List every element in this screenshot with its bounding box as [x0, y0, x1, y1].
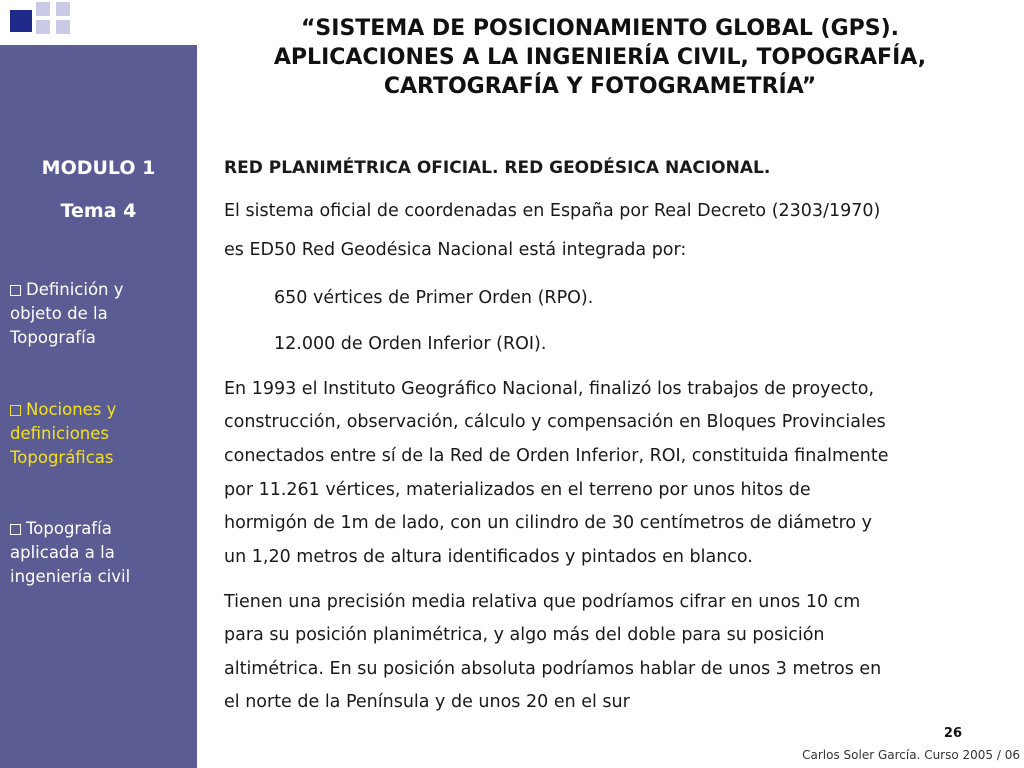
topic-label: Tema 4 — [60, 200, 137, 222]
paragraph-line: Tienen una precisión media relativa que podríamos cifrar en unos 10 cm — [224, 592, 861, 612]
sidebar-item-label: Definición y — [26, 280, 124, 299]
paragraph-line: el norte de la Península y de unos 20 en el sur — [224, 692, 630, 712]
sidebar-item-label: Topográficas — [10, 448, 114, 467]
paragraph-line: un 1,20 metros de altura identificados y pintados en blanco. — [224, 547, 753, 567]
slide-title — [200, 14, 1000, 101]
module-label: MODULO 1 — [41, 157, 156, 179]
paragraph-line: En 1993 el Instituto Geográfico Nacional, finalizó los trabajos de proyecto, — [224, 379, 875, 399]
sidebar-item-definicion[interactable] — [10, 278, 190, 350]
deco-square-light — [56, 2, 70, 16]
sidebar-item-label: aplicada a la — [10, 543, 115, 562]
paragraph-line: El sistema oficial de coordenadas en España por Real Decreto (2303/1970) — [224, 201, 881, 221]
section-heading: RED PLANIMÉTRICA OFICIAL. RED GEODÉSICA NACIONAL. — [224, 158, 771, 178]
paragraph-line: para su posición planimétrica, y algo más del doble para su posición — [224, 625, 825, 645]
title-line: “SISTEMA DE POSICIONAMIENTO GLOBAL (GPS). — [300, 16, 900, 41]
sidebar-item-topografia-aplicada[interactable] — [10, 517, 190, 589]
footer-credit: Carlos Soler García. Curso 2005 / 06 — [802, 748, 1020, 762]
paragraph-line: altimétrica. En su posición absoluta podríamos hablar de unos 3 metros en — [224, 659, 882, 679]
paragraph-line: construcción, observación, cálculo y compensación en Bloques Provinciales — [224, 412, 886, 432]
paragraph-line: es ED50 Red Geodésica Nacional está integrada por: — [224, 240, 687, 260]
deco-square-light — [36, 20, 50, 34]
sidebar-item-nociones[interactable] — [10, 398, 190, 470]
title-line: CARTOGRAFÍA Y FOTOGRAMETRÍA” — [383, 74, 817, 99]
sidebar-item-label: ingeniería civil — [10, 567, 131, 586]
deco-square-light — [36, 2, 50, 16]
sidebar-item-label: definiciones — [10, 424, 110, 443]
title-line: APLICACIONES A LA INGENIERÍA CIVIL, TOPOGRAFÍA, — [273, 45, 927, 70]
checkbox-bullet-icon — [10, 405, 21, 416]
sidebar-item-label: objeto de la — [10, 304, 108, 323]
checkbox-bullet-icon — [10, 285, 21, 296]
sidebar-item-label: Topografía — [26, 519, 112, 538]
page-number: 26 — [943, 726, 962, 741]
deco-square-dark — [10, 10, 32, 32]
list-item: 650 vértices de Primer Orden (RPO). — [274, 288, 594, 308]
sidebar — [0, 45, 197, 768]
paragraph-line: por 11.261 vértices, materializados en el terreno por unos hitos de — [224, 480, 811, 500]
sidebar-item-label: Topografía — [10, 328, 96, 347]
paragraph-line: hormigón de 1m de lado, con un cilindro de 30 centímetros de diámetro y — [224, 513, 873, 533]
list-item: 12.000 de Orden Inferior (ROI). — [274, 334, 547, 354]
deco-square-light — [56, 20, 70, 34]
sidebar-item-label: Nociones y — [26, 400, 117, 419]
paragraph-line: conectados entre sí de la Red de Orden Inferior, ROI, constituida finalmente — [224, 446, 889, 466]
checkbox-bullet-icon — [10, 524, 21, 535]
